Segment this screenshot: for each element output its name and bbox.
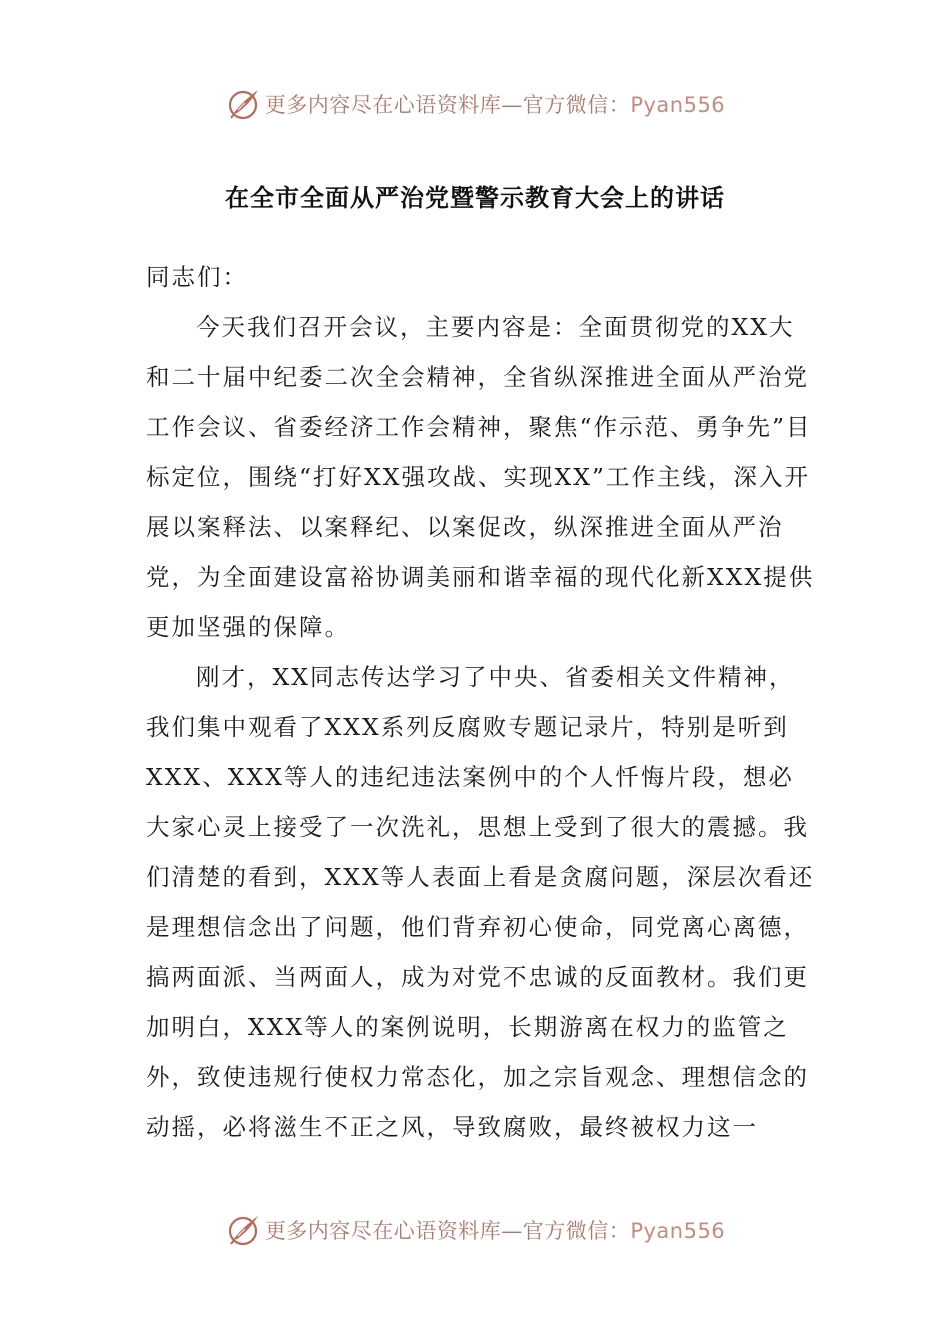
banner-handle: Pyan556 [630, 93, 726, 117]
document-body [146, 252, 816, 1152]
banner-text: 更多内容尽在心语资料库—官方微信：Pyan556 [264, 93, 726, 117]
paragraph-1: 今天我们召开会议，主要内容是：全面贯彻党的XX大和二十届中纪委二次全会精神，全省纵深推进全面从严治党工作会议、省委经济工作会精神，聚焦“作示范、勇争先”目标定位，围绕“打好XX强攻战、实现XX”工作主线，深入开展以案释法、以案释纪、以案促改，纵深推进全面从严治党，为全面建设富裕协调美丽和谐幸福的现代化新XXX提供更加坚强的保障。 [146, 313, 815, 641]
quill-logo-icon [225, 1212, 261, 1248]
banner-handle: Pyan556 [630, 1219, 726, 1243]
paragraph-2: 刚才，XX同志传达学习了中央、省委相关文件精神，我们集中观看了XXX系列反腐败专题记录片，特别是听到XXX、XXX等人的违纪违法案例中的个人忏悔片段，想必大家心灵上接受了一次洗礼，思想上受到了很大的震撼。我们清楚的看到，XXX等人表面上看是贪腐问题，深层次看还是理想信念出了问题，他们背弃初心使命，同党离心离德，搞两面派、当两面人，成为对党不忠诚的反面教材。我们更加明白，XXX等人的案例说明，长期游离在权力的监管之外，致使违规行使权力常态化，加之宗旨观念、理想信念的动摇，必将滋生不正之风，导致腐败，最终被权力这一 [146, 663, 815, 1141]
salutation: 同志们： [146, 263, 248, 291]
document-title: 在全市全面从严治党暨警示教育大会上的讲话 [225, 184, 725, 212]
quill-logo-icon [225, 86, 261, 122]
banner-text: 更多内容尽在心语资料库—官方微信：Pyan556 [264, 1219, 726, 1243]
header-banner [0, 84, 950, 124]
footer-banner [0, 1210, 950, 1250]
